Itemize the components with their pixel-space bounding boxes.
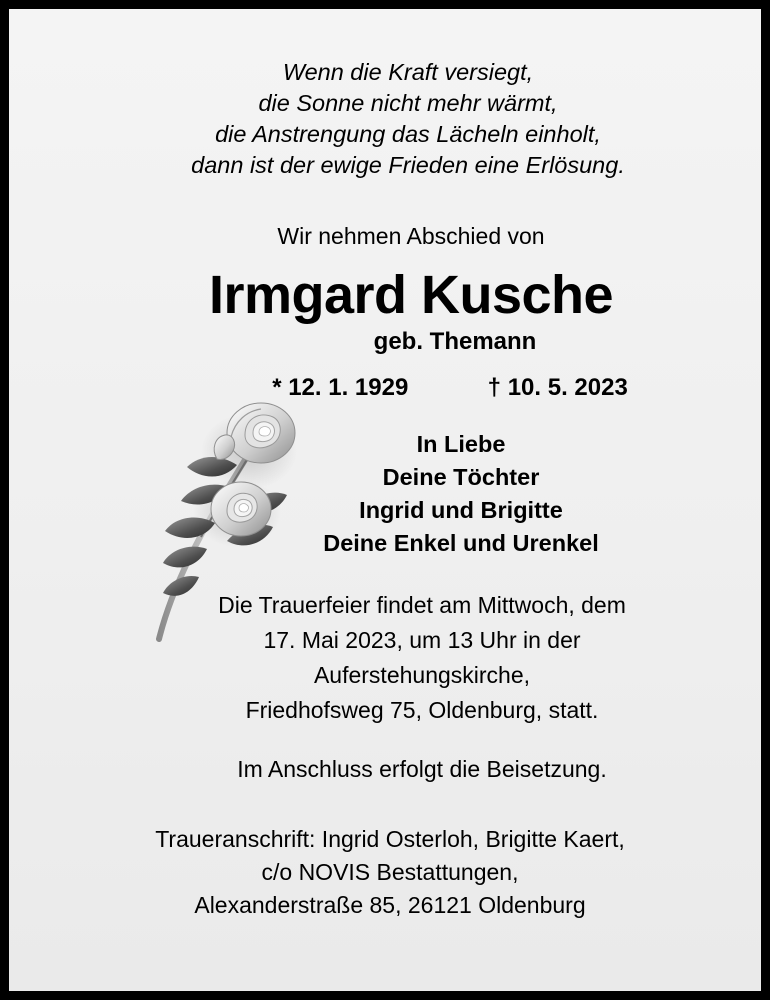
ceremony-line: Die Trauerfeier findet am Mittwoch, dem	[218, 592, 626, 618]
address-line: c/o NOVIS Bestattungen,	[261, 859, 519, 885]
ceremony-line: 17. Mai 2023, um 13 Uhr in der	[263, 627, 581, 653]
verse-line: die Anstrengung das Lächeln einholt,	[215, 121, 601, 147]
verse-line: die Sonne nicht mehr wärmt,	[258, 90, 558, 116]
address-line: Traueranschrift: Ingrid Osterloh, Brigitte Kaert,	[155, 826, 625, 852]
deceased-name: Irmgard Kusche	[208, 265, 614, 325]
intro-text: Wir nehmen Abschied von	[277, 223, 545, 249]
ceremony-line: Friedhofsweg 75, Oldenburg, statt.	[245, 697, 599, 723]
verse-line: dann ist der ewige Frieden eine Erlösung.	[191, 152, 625, 178]
birth-date: * 12. 1. 1929	[272, 374, 409, 401]
ceremony-line: Auferstehungskirche,	[313, 662, 531, 688]
family-block	[37, 428, 733, 560]
life-dates	[37, 374, 733, 402]
family-line: Deine Enkel und Urenkel	[323, 530, 599, 556]
family-line: Deine Töchter	[382, 464, 540, 490]
verse-line: Wenn die Kraft versiegt,	[282, 59, 534, 85]
maiden-name: geb. Themann	[373, 328, 537, 355]
ceremony-block	[37, 588, 733, 787]
mourning-address	[37, 823, 733, 922]
ceremony-after-line: Im Anschluss erfolgt die Beisetzung.	[237, 756, 607, 782]
death-date: † 10. 5. 2023	[487, 374, 628, 401]
verse	[37, 57, 733, 181]
family-line: In Liebe	[416, 431, 506, 457]
address-line: Alexanderstraße 85, 26121 Oldenburg	[194, 892, 586, 918]
obituary-inner	[9, 9, 761, 991]
family-line: Ingrid und Brigitte	[359, 497, 563, 523]
